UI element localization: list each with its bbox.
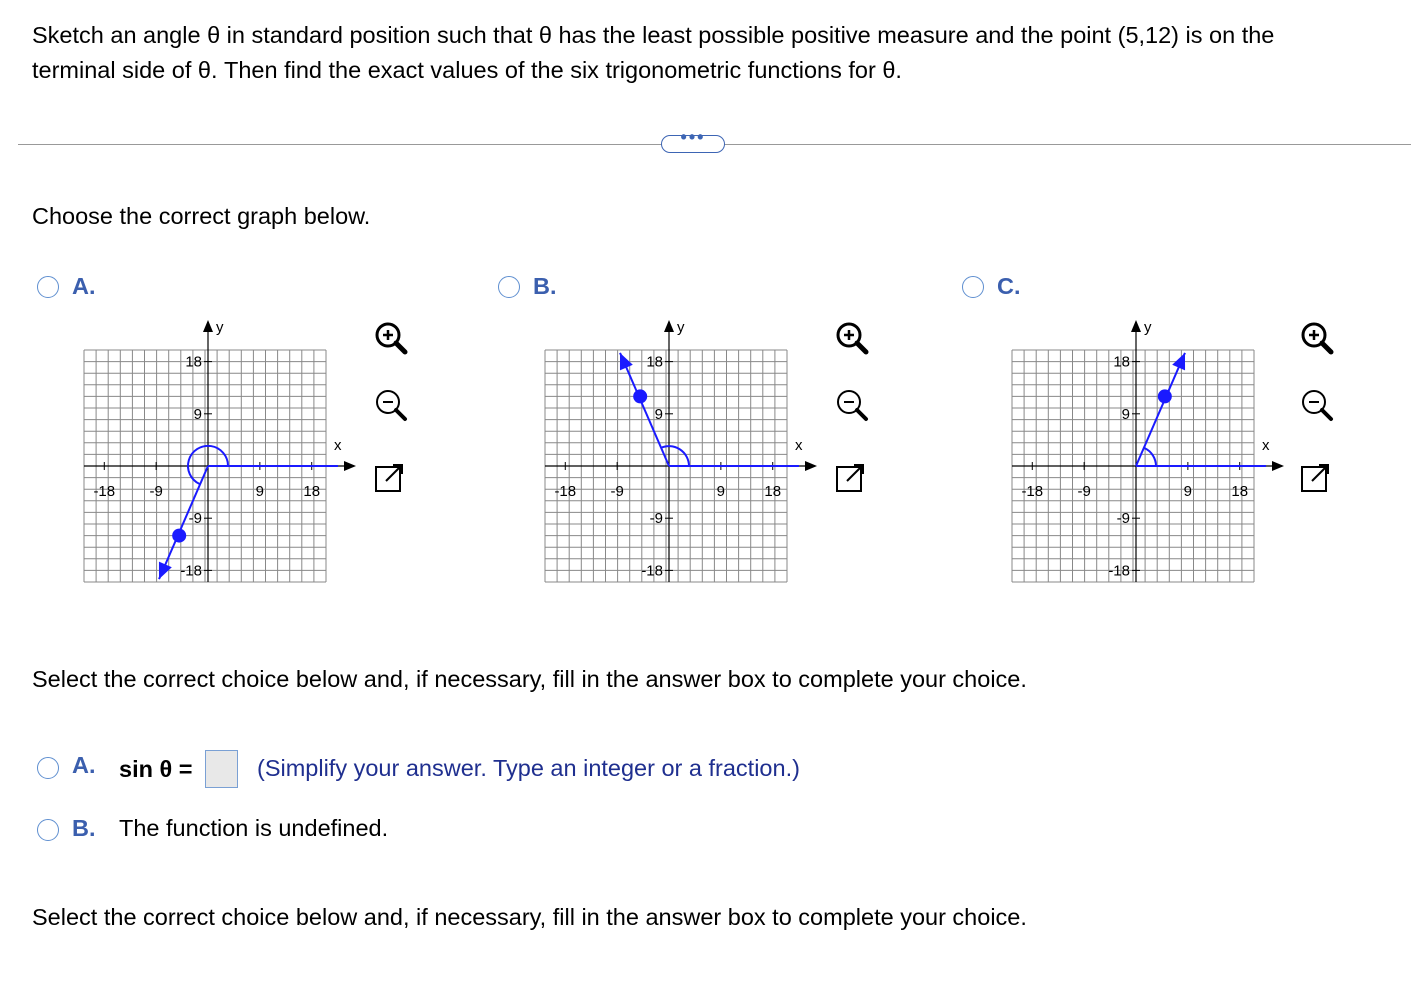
y-tick-label: 9: [654, 405, 663, 423]
expand-icon[interactable]: [1294, 457, 1338, 501]
y-tick-label: 18: [185, 353, 202, 371]
sin-option-a-letter: A.: [72, 752, 96, 778]
option-c-letter: C.: [997, 273, 1021, 299]
y-tick-label: 9: [193, 405, 202, 423]
x-tick-label: 9: [1183, 483, 1193, 500]
option-c-radio[interactable]: [962, 276, 984, 298]
sin-undefined-label: The function is undefined.: [119, 815, 389, 841]
sin-option-b-letter: B.: [72, 815, 96, 841]
x-tick-label: -9: [149, 483, 163, 500]
y-axis-label: y: [216, 319, 224, 336]
x-axis-label: x: [795, 437, 803, 454]
x-axis-arrow: [344, 461, 356, 471]
x-tick-label: -18: [93, 483, 116, 500]
select-prompt-1: Select the correct choice below and, if necessary, fill in the answer box to complete your choice.: [32, 666, 1027, 692]
y-tick-label: -9: [649, 510, 663, 528]
y-tick-label: -9: [188, 510, 202, 528]
y-axis-arrow: [203, 320, 213, 332]
sin-answer-box[interactable]: [205, 750, 238, 788]
angle-arc: [1144, 448, 1156, 466]
x-axis-arrow: [1272, 461, 1284, 471]
x-tick-label: 18: [764, 483, 782, 500]
x-tick-label: 18: [1231, 483, 1249, 500]
zoom-out-icon[interactable]: [829, 383, 873, 427]
zoom-out-icon[interactable]: [368, 383, 412, 427]
y-axis-arrow: [1131, 320, 1141, 332]
x-tick-label: -18: [554, 483, 577, 500]
option-b-letter: B.: [533, 273, 557, 299]
zoom-in-icon[interactable]: [829, 316, 873, 360]
expand-icon[interactable]: [368, 457, 412, 501]
terminal-point: [172, 529, 186, 543]
y-tick-label: -18: [180, 562, 202, 580]
y-axis-arrow: [664, 320, 674, 332]
x-tick-label: 9: [716, 483, 726, 500]
sin-label: sin θ =: [119, 756, 193, 782]
y-axis-label: y: [1144, 319, 1152, 336]
graph-option-b[interactable]: [521, 310, 821, 600]
sin-answer-hint: (Simplify your answer. Type an integer or a fraction.): [257, 755, 800, 781]
option-a-letter: A.: [72, 273, 96, 299]
y-tick-label: -9: [1116, 510, 1130, 528]
y-tick-label: 18: [1113, 353, 1130, 371]
zoom-in-icon[interactable]: [368, 316, 412, 360]
more-dots: •••: [680, 127, 706, 147]
question-line-1: Sketch an angle θ in standard position such that θ has the least possible positive measure and the point (5,12) is on the: [32, 22, 1275, 48]
graph-option-a[interactable]: [60, 310, 360, 600]
x-tick-label: 18: [303, 483, 321, 500]
x-axis-label: x: [334, 437, 342, 454]
terminal-side: [1136, 353, 1185, 466]
x-tick-label: -9: [610, 483, 624, 500]
y-tick-label: -18: [1108, 562, 1130, 580]
more-button[interactable]: [661, 127, 725, 153]
x-tick-label: 9: [255, 483, 265, 500]
option-b-radio[interactable]: [498, 276, 520, 298]
graph-option-c[interactable]: [988, 310, 1288, 600]
x-axis-arrow: [805, 461, 817, 471]
y-axis-label: y: [677, 319, 685, 336]
expand-icon[interactable]: [829, 457, 873, 501]
y-tick-label: 9: [1121, 405, 1130, 423]
y-tick-label: 18: [646, 353, 663, 371]
x-tick-label: -18: [1021, 483, 1044, 500]
zoom-out-icon[interactable]: [1294, 383, 1338, 427]
x-tick-label: -9: [1077, 483, 1091, 500]
question-text: [32, 18, 1407, 88]
x-axis-label: x: [1262, 437, 1270, 454]
graph-prompt: Choose the correct graph below.: [32, 203, 371, 229]
option-a-radio[interactable]: [37, 276, 59, 298]
terminal-point: [1158, 389, 1172, 403]
sin-option-b-radio[interactable]: [37, 819, 59, 841]
sin-option-a-radio[interactable]: [37, 757, 59, 779]
select-prompt-2: Select the correct choice below and, if necessary, fill in the answer box to complete your choice.: [32, 904, 1027, 930]
zoom-in-icon[interactable]: [1294, 316, 1338, 360]
terminal-point: [633, 389, 647, 403]
question-line-2: terminal side of θ. Then find the exact values of the six trigonometric functions for θ.: [32, 57, 902, 83]
y-tick-label: -18: [641, 562, 663, 580]
